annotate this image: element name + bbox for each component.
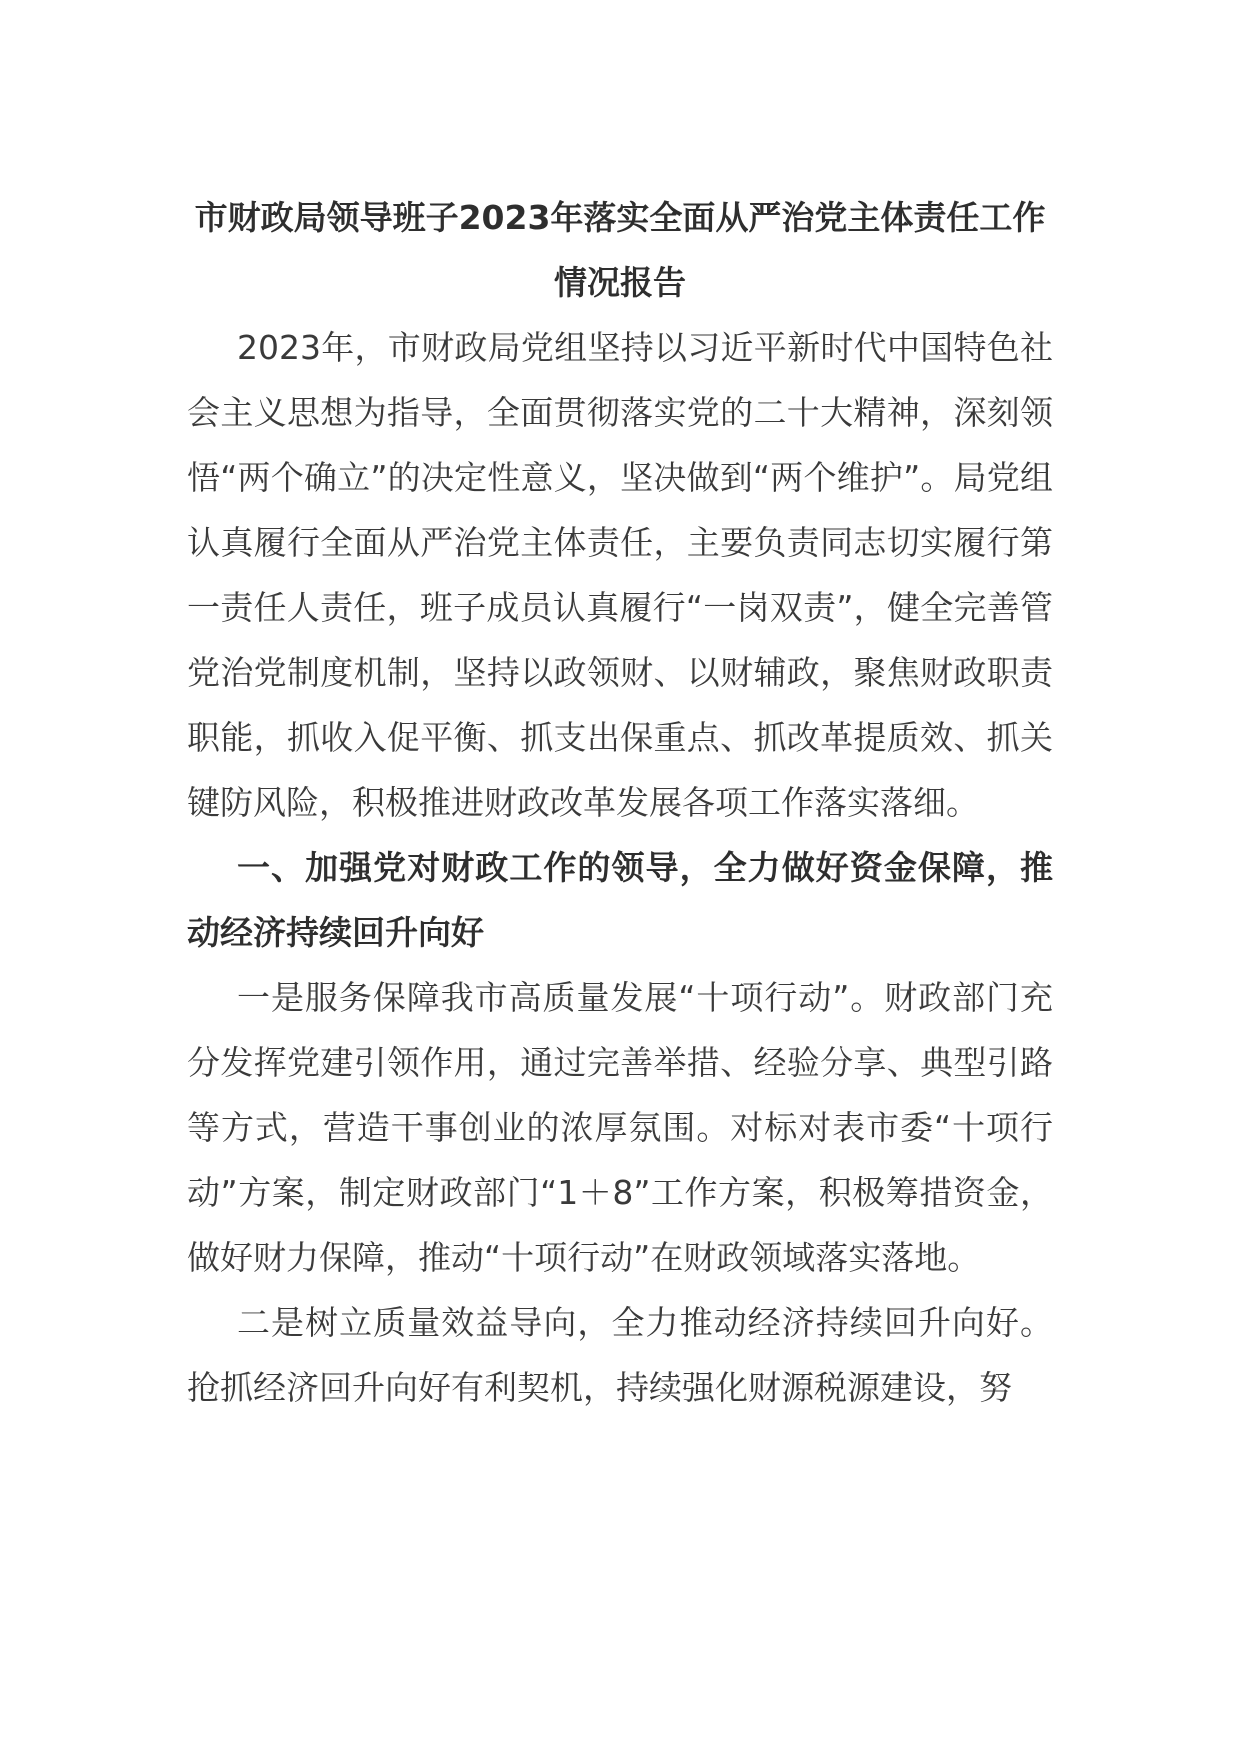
- intro-paragraph: 2023年，市财政局党组坚持以习近平新时代中国特色社会主义思想为指导，全面贯彻落实党的二十大精神，深刻领悟“两个确立”的决定性意义，坚决做到“两个维护”。局党组认真履行全面从严治党主体责任，主要负责同志切实履行第一责任人责任，班子成员认真履行“一岗双责”，健全完善管党治党制度机制，坚持以政领财、以财辅政，聚焦财政职责职能，抓收入促平衡、抓支出保重点、抓改革提质效、抓关键防风险，积极推进财政改革发展各项工作落实落细。: [187, 328, 1053, 822]
- section-heading-1: 一、加强党对财政工作的领导，全力做好资金保障，推动经济持续回升向好: [187, 848, 1053, 952]
- document-body: [187, 185, 1053, 1420]
- document-title: 市财政局领导班子2023年落实全面从严治党主体责任工作情况报告: [194, 198, 1046, 302]
- body-paragraph-1: 一是服务保障我市高质量发展“十项行动”。财政部门充分发挥党建引领作用，通过完善举措、经验分享、典型引路等方式，营造干事创业的浓厚氛围。对标对表市委“十项行动”方案，制定财政部门“1＋8”工作方案，积极筹措资金，做好财力保障，推动“十项行动”在财政领域落实落地。: [187, 978, 1053, 1277]
- body-paragraph-2: 二是树立质量效益导向，全力推动经济持续回升向好。抢抓经济回升向好有利契机，持续强化财源税源建设，努: [187, 1303, 1053, 1407]
